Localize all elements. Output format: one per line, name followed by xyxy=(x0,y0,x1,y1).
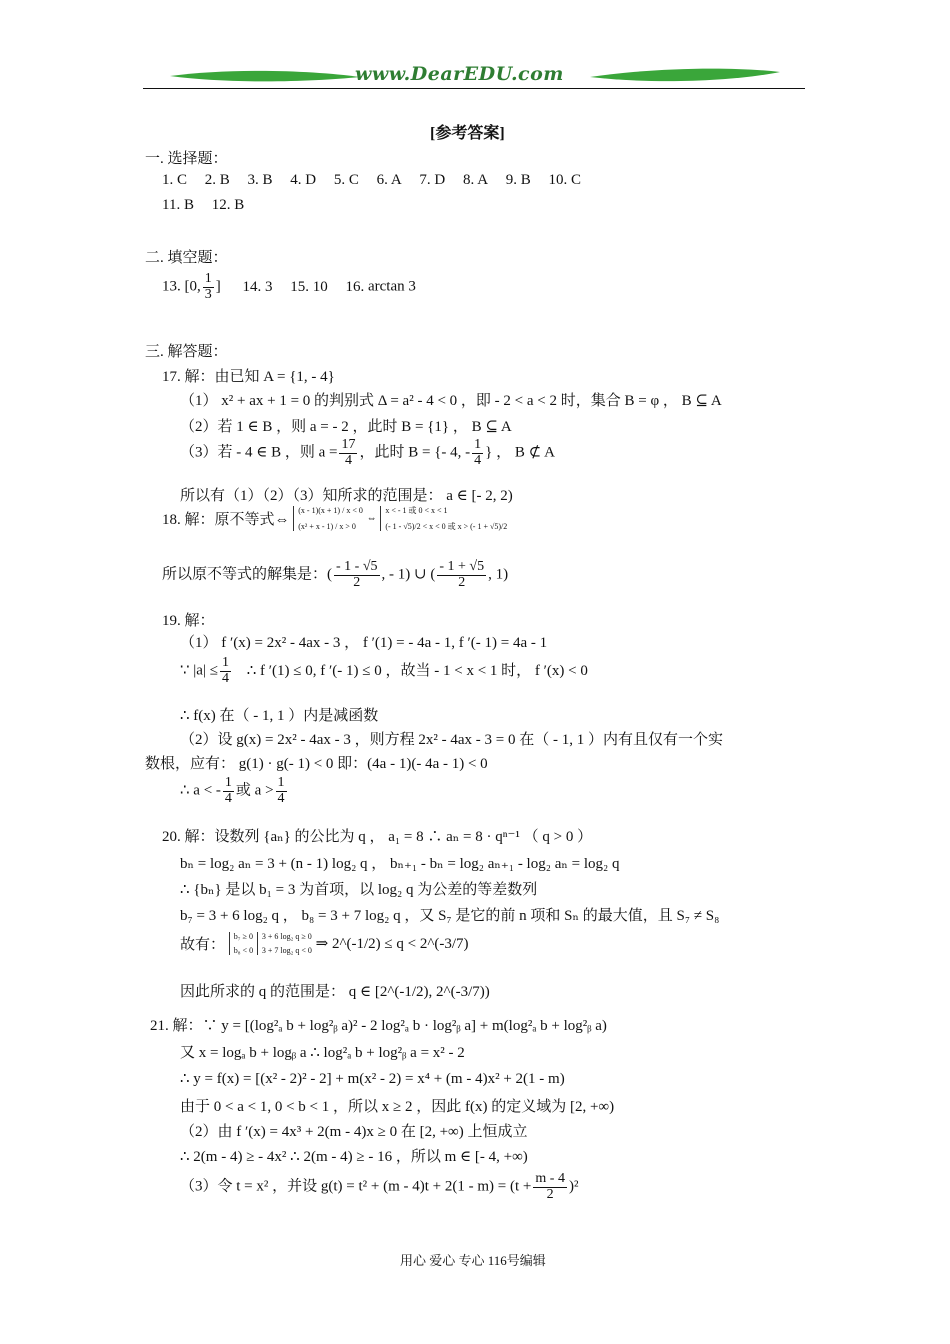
answer-16-label: 16. xyxy=(345,278,365,295)
site-logo-text: www.DearEDU.com xyxy=(355,63,564,85)
problem-17-line-4: 所以有（1）（2）（3）知所求的范围是： a ∈ [- 2, 2) xyxy=(180,488,513,504)
problem-17-line-2: （2）若 1 ∈ B ，则 a = - 2 ，此时 B = {1} ， B ⊆ A xyxy=(180,419,512,435)
problem-19-line-3: ∴ f(x) 在（ - 1, 1 ）内是减函数 xyxy=(180,708,379,724)
answer-13-open: [0, xyxy=(184,278,201,295)
text: , - 1) ∪ ( xyxy=(381,566,436,583)
denominator: 4 xyxy=(277,790,285,806)
answer-13-label: 13. xyxy=(162,278,181,295)
page-title: [参考答案] xyxy=(430,125,505,142)
answer-item: 5. C xyxy=(333,172,359,188)
numerator: - 1 + √5 xyxy=(439,559,485,574)
problem-19-line-6 xyxy=(180,776,289,806)
inequality-system-log xyxy=(257,932,312,955)
text: , 1) xyxy=(488,566,509,583)
denominator: 4 xyxy=(221,670,229,686)
problem-19-line-2 xyxy=(180,656,588,686)
inequality: (x² + x - 1) / x > 0 xyxy=(298,521,356,531)
answer-item: 11. B xyxy=(162,197,194,213)
problem-21-line-0: 21. 解：∵ y = [(log²ₐ b + log²ᵦ a)² - 2 log²ₐ b · log²ᵦ a] + m(log²ₐ b + log²ᵦ a) xyxy=(150,1018,607,1034)
inequality: 3 + 7 log₂ q < 0 xyxy=(261,945,312,955)
denominator: 2 xyxy=(353,574,361,590)
problem-19-line-0: 19. 解： xyxy=(162,613,215,629)
fraction xyxy=(472,438,483,468)
problem-21-line-3: 由于 0 < a < 1, 0 < b < 1 ，所以 x ≥ 2 ，因此 f(x) 的定义域为 [2, +∞) xyxy=(180,1099,615,1115)
fraction xyxy=(334,560,380,590)
equivalence-arrow: ⇔ xyxy=(366,513,377,525)
inequality: (- 1 - √5)/2 < x < 0 或 x > (- 1 + √5)/2 xyxy=(385,521,508,531)
inequality: b₈ < 0 xyxy=(233,945,254,955)
text: 故有： xyxy=(180,937,226,954)
denominator: 4 xyxy=(224,790,232,806)
fraction xyxy=(220,656,231,686)
section-1-answers-row-2 xyxy=(162,197,258,214)
answer-item: 7. D xyxy=(419,172,446,188)
answer-item: 6. A xyxy=(376,172,402,188)
numerator: 1 xyxy=(224,775,232,790)
text: 或 a > xyxy=(235,782,274,799)
text: 18. 解：原不等式⇔ xyxy=(162,512,290,529)
answer-15: 15. 10 xyxy=(290,278,328,295)
denominator: 4 xyxy=(474,452,482,468)
answer-item: 3. B xyxy=(247,172,273,188)
denominator: 4 xyxy=(344,452,352,468)
problem-20-line-4 xyxy=(180,932,469,955)
problem-19-line-4: （2）设 g(x) = 2x² - 4ax - 3 ，则方程 2x² - 4ax - 3 = 0 在（ - 1, 1 ）内有且仅有一个实 xyxy=(180,732,723,748)
section-2-answers xyxy=(162,272,416,302)
answer-item: 2. B xyxy=(204,172,230,188)
text: （3）若 - 4 ∈ B ，则 a = xyxy=(180,444,338,461)
header-rule xyxy=(143,88,805,89)
answer-13-close: ] xyxy=(215,278,221,295)
section-1-answers-row-1 xyxy=(162,172,595,189)
problem-18-line-0 xyxy=(162,506,507,531)
section-3-heading: 三. 解答题： xyxy=(145,344,228,360)
problem-21-line-6 xyxy=(180,1172,578,1202)
denominator: 2 xyxy=(546,1186,554,1202)
numerator: 1 xyxy=(221,655,229,670)
fraction xyxy=(223,776,234,806)
numerator: m - 4 xyxy=(535,1171,565,1186)
answer-item: 1. C xyxy=(162,172,188,188)
text: )² xyxy=(568,1178,579,1195)
problem-19-line-5: 数根，应有： g(1) · g(- 1) < 0 即：(4a - 1)(- 4a - 1) < 0 xyxy=(145,756,488,772)
problem-17-line-0: 17. 解：由已知 A = {1, - 4} xyxy=(162,369,335,385)
inequality-system-b xyxy=(229,932,253,955)
inequality: (x - 1)(x + 1) / x < 0 xyxy=(298,506,363,515)
text: （3）令 t = x² ，并设 g(t) = t² + (m - 4)t + 2(1 - m) = (t + xyxy=(180,1178,532,1195)
page-footer: 用心 爱心 专心 116号编辑 xyxy=(400,1253,546,1268)
problem-20-line-0: 20. 解：设数列 {aₙ} 的公比为 q ， a₁ = 8 ∴ aₙ = 8 · qⁿ⁻¹ （ q > 0 ） xyxy=(162,829,593,845)
fraction xyxy=(276,776,287,806)
problem-20-line-5: 因此所求的 q 的范围是： q ∈ [2^(-1/2), 2^(-3/7)) xyxy=(180,984,490,1000)
problem-20-line-1: bₙ = log₂ aₙ = 3 + (n - 1) log₂ q ， bₙ₊₁ - bₙ = log₂ aₙ₊₁ - log₂ aₙ = log₂ q xyxy=(180,856,620,872)
text: } ， B ⊄ A xyxy=(485,444,555,461)
problem-17-line-3 xyxy=(180,438,555,468)
answer-item: 10. C xyxy=(548,172,582,188)
problem-17-line-1: （1） x² + ax + 1 = 0 的判别式 Δ = a² - 4 < 0 ，即 - 2 < a < 2 时，集合 B = φ ， B ⊆ A xyxy=(180,393,722,409)
numerator: 1 xyxy=(474,437,482,452)
inequality: b₇ ≥ 0 xyxy=(233,932,253,941)
answer-item: 9. B xyxy=(505,172,531,188)
problem-20-line-3: b₇ = 3 + 6 log₂ q ， b₈ = 3 + 7 log₂ q ，又 S₇ 是它的前 n 项和 Sₙ 的最大值，且 S₇ ≠ S₈ xyxy=(180,908,720,924)
inequality: x < - 1 或 0 < x < 1 xyxy=(385,506,448,515)
fraction xyxy=(203,272,214,302)
section-1-heading: 一. 选择题： xyxy=(145,151,228,167)
answer-16-value: arctan 3 xyxy=(368,278,416,295)
numerator: 17 xyxy=(341,437,356,452)
problem-18-line-1 xyxy=(162,560,508,590)
text: ⇒ 2^(-1/2) ≤ q < 2^(-3/7) xyxy=(315,936,469,953)
text: ∵ |a| ≤ xyxy=(180,662,218,679)
text: 所以原不等式的解集是：( xyxy=(162,566,332,583)
fraction xyxy=(437,560,486,590)
numerator: 1 xyxy=(277,775,285,790)
inequality: 3 + 6 log₂ q ≥ 0 xyxy=(261,932,312,941)
answer-item: 8. A xyxy=(463,172,489,188)
fraction xyxy=(533,1172,567,1202)
problem-19-line-1: （1） f ′(x) = 2x² - 4ax - 3 ， f ′(1) = - 4a - 1, f ′(- 1) = 4a - 1 xyxy=(180,635,548,651)
section-2-heading: 二. 填空题： xyxy=(145,250,228,266)
answer-item: 4. D xyxy=(290,172,317,188)
fraction xyxy=(339,438,357,468)
problem-21-line-2: ∴ y = f(x) = [(x² - 2)² - 2] + m(x² - 2) = x⁴ + (m - 4)x² + 2(1 - m) xyxy=(180,1071,565,1087)
denominator: 2 xyxy=(458,574,466,590)
inequality-system-2 xyxy=(380,506,507,531)
problem-21-line-1: 又 x = logₐ b + logᵦ a ∴ log²ₐ b + log²ᵦ a = x² - 2 xyxy=(180,1045,465,1061)
text: ∴ a < - xyxy=(180,782,221,799)
answer-14: 14. 3 xyxy=(242,278,273,295)
inequality-system-1 xyxy=(293,506,363,531)
text: ，此时 B = {- 4, - xyxy=(359,444,471,461)
problem-21-line-4: （2）由 f ′(x) = 4x³ + 2(m - 4)x ≥ 0 在 [2, +∞) 上恒成立 xyxy=(180,1124,528,1140)
numerator: 1 xyxy=(204,271,212,286)
problem-21-line-5: ∴ 2(m - 4) ≥ - 4x² ∴ 2(m - 4) ≥ - 16 ，所以 m ∈ [- 4, +∞) xyxy=(180,1149,528,1165)
denominator: 3 xyxy=(204,286,212,302)
text: ∴ f ′(1) ≤ 0, f ′(- 1) ≤ 0 ，故当 - 1 < x < 1 时， f ′(x) < 0 xyxy=(246,662,588,679)
problem-20-line-2: ∴ {bₙ} 是以 b₁ = 3 为首项，以 log₂ q 为公差的等差数列 xyxy=(180,882,538,898)
answer-item: 12. B xyxy=(211,197,245,213)
numerator: - 1 - √5 xyxy=(336,559,378,574)
